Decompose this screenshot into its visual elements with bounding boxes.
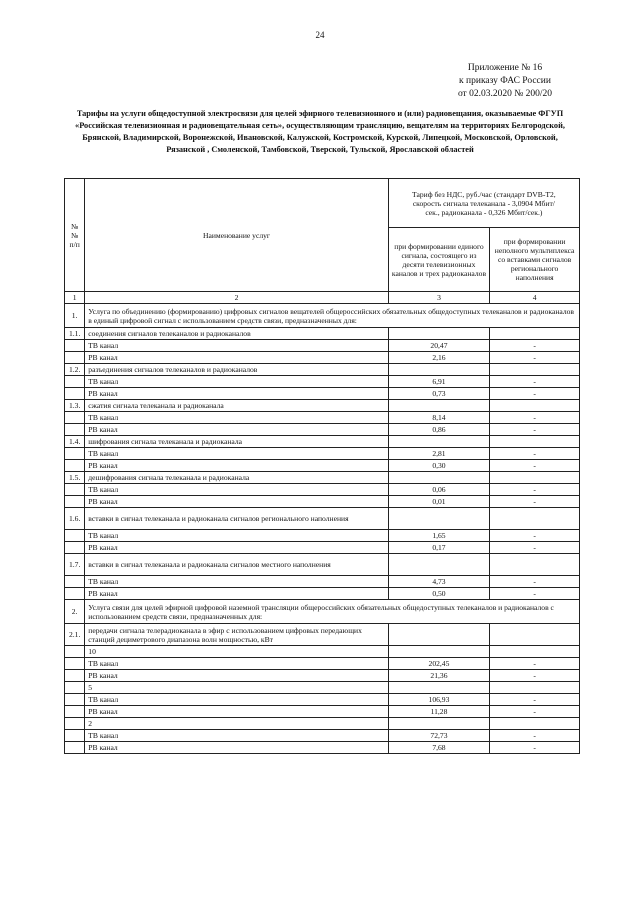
table-row: [65, 412, 580, 424]
tariff-partial-multiplex: -: [490, 742, 580, 754]
table-row: [65, 718, 580, 730]
row-number: [65, 646, 85, 658]
tariff-single-signal: [388, 328, 490, 340]
tariff-partial-multiplex: -: [490, 496, 580, 508]
header-index-3: 3: [388, 292, 490, 304]
table-row: [65, 670, 580, 682]
row-number: 1.1.: [65, 328, 85, 340]
tariff-single-signal: 1,65: [388, 530, 490, 542]
channel-type: ТВ канал: [85, 658, 388, 670]
table-row: [65, 624, 580, 646]
tariff-partial-multiplex: -: [490, 588, 580, 600]
table-row: [65, 576, 580, 588]
row-number: [65, 340, 85, 352]
appendix-reference: [420, 62, 590, 101]
row-number: [65, 388, 85, 400]
row-number: [65, 412, 85, 424]
tariff-single-signal: 0,17: [388, 542, 490, 554]
table-row: [65, 400, 580, 412]
table-row: [65, 376, 580, 388]
row-number: [65, 448, 85, 460]
row-number: [65, 576, 85, 588]
power-level: 2: [85, 718, 388, 730]
section-title: Услуга связи для целей эфирной цифровой наземной трансляции общероссийских обязательных общедоступных телеканалов и радиоканалов с использованием средств связи, предназначенных для:: [85, 600, 580, 624]
tariff-partial-multiplex: [490, 718, 580, 730]
table-row: [65, 658, 580, 670]
tariff-partial-multiplex: -: [490, 484, 580, 496]
row-number: 2.: [65, 600, 85, 624]
service-name: вставки в сигнал телеканала и радиоканала сигналов регионального наполнения: [85, 508, 388, 530]
row-number: 1.6.: [65, 508, 85, 530]
service-name: соединения сигналов телеканалов и радиоканалов: [85, 328, 388, 340]
tariff-single-signal: 0,30: [388, 460, 490, 472]
service-name: дешифрования сигнала телеканала и радиоканала: [85, 472, 388, 484]
header-index-1: 1: [65, 292, 85, 304]
service-name: шифрования сигнала телеканала и радиоканала: [85, 436, 388, 448]
appendix-line-3: от 02.03.2020 № 200/20: [457, 89, 553, 99]
channel-type: РВ канал: [85, 352, 388, 364]
tariff-partial-multiplex: -: [490, 424, 580, 436]
page-number: 24: [315, 30, 325, 40]
row-number: [65, 352, 85, 364]
tariff-single-signal: [388, 718, 490, 730]
tariff-single-signal: 2,81: [388, 448, 490, 460]
tariff-partial-multiplex: [490, 554, 580, 576]
header-index-4: 4: [490, 292, 580, 304]
table-row: [65, 706, 580, 718]
tariff-single-signal: 8,14: [388, 412, 490, 424]
row-number: 1.7.: [65, 554, 85, 576]
tariff-partial-multiplex: -: [490, 340, 580, 352]
tariff-partial-multiplex: -: [490, 412, 580, 424]
row-number: 1.5.: [65, 472, 85, 484]
tariff-partial-multiplex: -: [490, 376, 580, 388]
channel-type: ТВ канал: [85, 576, 388, 588]
tariff-partial-multiplex: -: [490, 530, 580, 542]
tariff-partial-multiplex: [490, 682, 580, 694]
table-row: [65, 484, 580, 496]
tariff-single-signal: 7,68: [388, 742, 490, 754]
tariff-partial-multiplex: -: [490, 542, 580, 554]
tariff-partial-multiplex: -: [490, 670, 580, 682]
row-number: 1.: [65, 304, 85, 328]
table-row: [65, 730, 580, 742]
tariff-single-signal: [388, 472, 490, 484]
channel-type: ТВ канал: [85, 530, 388, 542]
tariff-partial-multiplex: [490, 624, 580, 646]
row-number: [65, 496, 85, 508]
table-row: [65, 448, 580, 460]
tariff-partial-multiplex: -: [490, 448, 580, 460]
tariff-single-signal: [388, 508, 490, 530]
row-number: [65, 742, 85, 754]
row-number: [65, 706, 85, 718]
tariff-single-signal: 21,36: [388, 670, 490, 682]
table-row: [65, 460, 580, 472]
table-row: [65, 472, 580, 484]
tariff-partial-multiplex: -: [490, 706, 580, 718]
tariff-partial-multiplex: [490, 436, 580, 448]
tariff-single-signal: [388, 624, 490, 646]
tariff-partial-multiplex: [490, 646, 580, 658]
tariff-table-header: [65, 179, 580, 304]
tariff-single-signal: [388, 554, 490, 576]
channel-type: РВ канал: [85, 496, 388, 508]
channel-type: РВ канал: [85, 670, 388, 682]
row-number: [65, 730, 85, 742]
tariff-single-signal: 0,50: [388, 588, 490, 600]
row-number: 1.2.: [65, 364, 85, 376]
table-row: [65, 388, 580, 400]
channel-type: РВ канал: [85, 588, 388, 600]
channel-type: ТВ канал: [85, 376, 388, 388]
tariff-table-body: [65, 304, 580, 754]
tariff-single-signal: 0,01: [388, 496, 490, 508]
channel-type: ТВ канал: [85, 412, 388, 424]
channel-type: РВ канал: [85, 742, 388, 754]
tariff-partial-multiplex: -: [490, 460, 580, 472]
section-title: Услуга по объединению (формированию) цифровых сигналов вещателей общероссийских обязательных общедоступных телеканалов и радиоканалов в единый цифровой сигнал с использованием средств связи, предназначенных для:: [85, 304, 580, 328]
table-row: [65, 304, 580, 328]
tariff-partial-multiplex: [490, 328, 580, 340]
tariff-partial-multiplex: -: [490, 658, 580, 670]
row-number: [65, 542, 85, 554]
channel-type: РВ канал: [85, 542, 388, 554]
table-row: [65, 542, 580, 554]
row-number: [65, 588, 85, 600]
table-row: [65, 436, 580, 448]
appendix-line-2: к приказу ФАС России: [459, 76, 551, 86]
table-row: [65, 508, 580, 530]
table-row: [65, 496, 580, 508]
row-number: [65, 658, 85, 670]
table-row: [65, 328, 580, 340]
channel-type: РВ канал: [85, 706, 388, 718]
table-row: [65, 600, 580, 624]
tariff-single-signal: 72,73: [388, 730, 490, 742]
table-row: [65, 682, 580, 694]
service-name: сжатия сигнала телеканала и радиоканала: [85, 400, 388, 412]
row-number: 1.3.: [65, 400, 85, 412]
tariff-partial-multiplex: -: [490, 576, 580, 588]
row-number: [65, 718, 85, 730]
tariff-partial-multiplex: -: [490, 730, 580, 742]
table-row: [65, 742, 580, 754]
appendix-line-1: Приложение № 16: [467, 63, 543, 73]
channel-type: РВ канал: [85, 460, 388, 472]
row-number: [65, 694, 85, 706]
tariff-table: [64, 178, 580, 754]
power-level: 10: [85, 646, 388, 658]
tariff-partial-multiplex: [490, 508, 580, 530]
row-number: [65, 682, 85, 694]
row-number: [65, 424, 85, 436]
tariff-single-signal: 20,47: [388, 340, 490, 352]
service-name: передачи сигнала телерадиоканала в эфир с использованием цифровых передающих станций дециметрового диапазона волн мощностью, кВт: [85, 624, 388, 646]
tariff-single-signal: 2,16: [388, 352, 490, 364]
channel-type: ТВ канал: [85, 484, 388, 496]
table-row: [65, 340, 580, 352]
table-row: [65, 694, 580, 706]
tariff-single-signal: [388, 646, 490, 658]
row-number: 1.4.: [65, 436, 85, 448]
header-service-name: Наименование услуг: [85, 179, 388, 292]
tariff-single-signal: [388, 364, 490, 376]
table-row: [65, 352, 580, 364]
row-number: [65, 670, 85, 682]
tariff-partial-multiplex: [490, 400, 580, 412]
tariff-partial-multiplex: [490, 472, 580, 484]
tariff-single-signal: [388, 682, 490, 694]
header-partial-multiplex: при формировании неполного мультиплекса со вставками сигналов регионального наполнения: [490, 228, 580, 292]
row-number: [65, 376, 85, 388]
row-number: [65, 530, 85, 542]
power-level: 5: [85, 682, 388, 694]
table-row: [65, 646, 580, 658]
tariff-partial-multiplex: -: [490, 694, 580, 706]
tariff-single-signal: 0,86: [388, 424, 490, 436]
table-row: [65, 364, 580, 376]
tariff-single-signal: 11,28: [388, 706, 490, 718]
tariff-single-signal: 0,06: [388, 484, 490, 496]
tariff-single-signal: 202,45: [388, 658, 490, 670]
table-row: [65, 554, 580, 576]
tariff-single-signal: 0,73: [388, 388, 490, 400]
tariff-single-signal: 4,73: [388, 576, 490, 588]
tariff-partial-multiplex: -: [490, 388, 580, 400]
tariff-single-signal: [388, 436, 490, 448]
service-name: разъединения сигналов телеканалов и радиоканалов: [85, 364, 388, 376]
header-number: №№ п/п: [65, 179, 85, 292]
channel-type: ТВ канал: [85, 448, 388, 460]
tariff-single-signal: 6,91: [388, 376, 490, 388]
row-number: [65, 460, 85, 472]
tariff-partial-multiplex: [490, 364, 580, 376]
row-number: [65, 484, 85, 496]
channel-type: РВ канал: [85, 388, 388, 400]
channel-type: ТВ канал: [85, 694, 388, 706]
header-tariff: Тариф без НДС, руб./час (стандарт DVB-T2, скорость сигнала телеканала - 3,0904 Мбит/сек., радиоканала - 0,326 Мбит/сек.): [388, 179, 579, 228]
channel-type: ТВ канал: [85, 340, 388, 352]
document-title: Тарифы на услуги общедоступной электросвязи для целей эфирного телевизионного и (или) радиовещания, оказываемые ФГУП «Российская телевизионная и радиовещательная сеть», осуществляющим трансляцию, вещателям на территориях Белгородской, Брянской, Владимирской, Воронежской, Ивановской, Калужской, Костромской, Курской, Липецкой, Московской, Орловской, Рязанской , Смоленской, Тамбовской, Тверской, Тульской, Ярославской областей: [75, 109, 565, 154]
service-name: вставки в сигнал телеканала и радиоканала сигналов местного наполнения: [85, 554, 388, 576]
channel-type: ТВ канал: [85, 730, 388, 742]
tariff-single-signal: 106,93: [388, 694, 490, 706]
tariff-partial-multiplex: -: [490, 352, 580, 364]
header-index-2: 2: [85, 292, 388, 304]
table-row: [65, 588, 580, 600]
table-row: [65, 424, 580, 436]
row-number: 2.1.: [65, 624, 85, 646]
tariff-single-signal: [388, 400, 490, 412]
table-row: [65, 530, 580, 542]
channel-type: РВ канал: [85, 424, 388, 436]
header-single-signal: при формировании единого сигнала, состоящего из десяти телевизионных каналов и трех радиоканалов: [388, 228, 490, 292]
